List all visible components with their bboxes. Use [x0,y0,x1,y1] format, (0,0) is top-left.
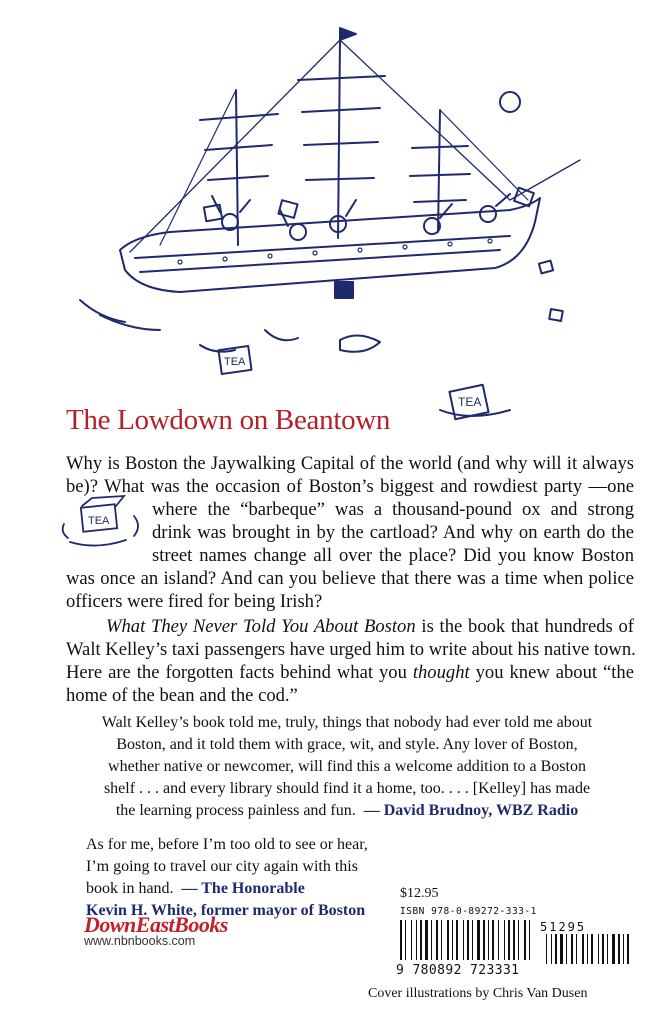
barcode-bar [498,920,499,960]
barcode-bar [582,934,584,964]
barcode-bar [598,934,599,964]
barcode-bar [612,934,615,964]
body-line: Walt Kelley’s taxi passengers have urged him to write about his native town. [66,639,636,660]
publisher-website[interactable]: www.nbnbooks.com [84,934,196,948]
body-line: be)? What was the occasion of Boston’s biggest and rowdiest party —one [66,476,634,497]
barcode-bar [508,920,510,960]
publisher-logo: DownEastBooks [84,912,228,937]
barcode-bar [436,920,438,960]
quote-line [86,878,305,899]
quote-text: book in hand. [86,880,174,897]
body-line: was once an island? And can you believe that there was a time when police [66,568,634,589]
floating-crate-doodle [56,492,146,548]
isbn: ISBN 978-0-89272-333-1 [400,906,537,917]
barcode-bar [492,920,494,960]
barcode-bar [529,920,530,960]
quote-line: whether native or newcomer, will find this a welcome addition to a Boston [108,758,586,775]
barcode-bar [546,934,547,964]
barcode-bar [425,920,428,960]
body-line: officers were fired for being Irish? [66,591,323,612]
body-line: where the “barbeque” was a thousand-pound ox and strong [152,499,634,520]
barcode-bar [411,920,412,960]
barcode-bar [452,920,453,960]
body-text: is the book that hundreds of [415,616,635,637]
section-heading: The Lowdown on Beantown [66,404,391,436]
barcode-bar [623,934,624,964]
barcode-bar [618,934,620,964]
barcode-bar [416,920,417,960]
barcode-bar [627,934,629,964]
barcode-bar [447,920,449,960]
ship-illustration [40,0,630,430]
barcode-bar [560,934,563,964]
barcode-bar [566,934,567,964]
barcode-bar [504,920,505,960]
body-line [66,661,634,684]
quote-text: the learning process painless and fun. [115,802,356,819]
barcode-bar [488,920,489,960]
barcode-bar [463,920,464,960]
quote-line: I’m going to travel our city again with this [86,858,358,875]
body-line: home of the bean and the cod.” [66,685,298,706]
price: $12.95 [400,886,439,901]
barcode-bar [441,920,442,960]
quote-attribution: — The Honorable [181,880,305,897]
crate-label-2: TEA [458,395,482,409]
barcode-bar [602,934,604,964]
quote-line: Walt Kelley’s book told me, truly, things that nobody had ever told me about [101,714,593,731]
doodle-crate-label: TEA [88,515,110,527]
quote-line: As for me, before I’m too old to see or hear, [86,836,368,853]
quote-attribution: — David Brudnoy, WBZ Radio [363,802,579,819]
barcode-bar [483,920,485,960]
barcode-bar [607,934,608,964]
supplement-digits: 51295 [540,920,587,934]
body-text: Here are the forgotten facts behind what you [66,662,413,683]
book-title: What They Never Told You About Boston [106,616,416,637]
quote-attribution: Kevin H. White, former mayor of Boston [86,902,366,919]
barcode-bar [477,920,480,960]
barcode-bar [518,920,519,960]
barcode-bar [591,934,593,964]
quote-line: shelf . . . and every library should find it a home, too. . . . [Kelley] has made [103,780,591,797]
quote-line: Boston, and it told them with grace, wit, and style. Any lover of Boston, [116,736,578,753]
barcode-bar [524,920,526,960]
barcode-bar [420,920,422,960]
barcode [396,920,636,965]
barcode-bar [555,934,557,964]
barcode-bar [571,934,573,964]
barcode-bar [431,920,432,960]
barcode-bar [472,920,473,960]
illustration-credit: Cover illustrations by Chris Van Dusen [368,986,588,1001]
barcode-bar [513,920,515,960]
barcode-bar [405,920,406,960]
barcode-bar [467,920,469,960]
barcode-bar [400,920,402,960]
barcode-bar [456,920,458,960]
barcode-bar [576,934,577,964]
body-line: street names change all over the place? Did you know Boston [152,545,634,566]
body-line: drink was brought in by the cartload? And why on earth do the [152,522,634,543]
body-line: Why is Boston the Jaywalking Capital of the world (and why will it always [66,453,634,474]
quote-line [86,800,608,821]
body-text: you knew about “the [469,662,634,683]
emphasis: thought [412,662,470,683]
barcode-digits: 9 780892 723331 [396,963,520,978]
crate-label-1: TEA [224,356,246,368]
barcode-bar [587,934,588,964]
barcode-bar [551,934,552,964]
body-line [106,615,634,638]
